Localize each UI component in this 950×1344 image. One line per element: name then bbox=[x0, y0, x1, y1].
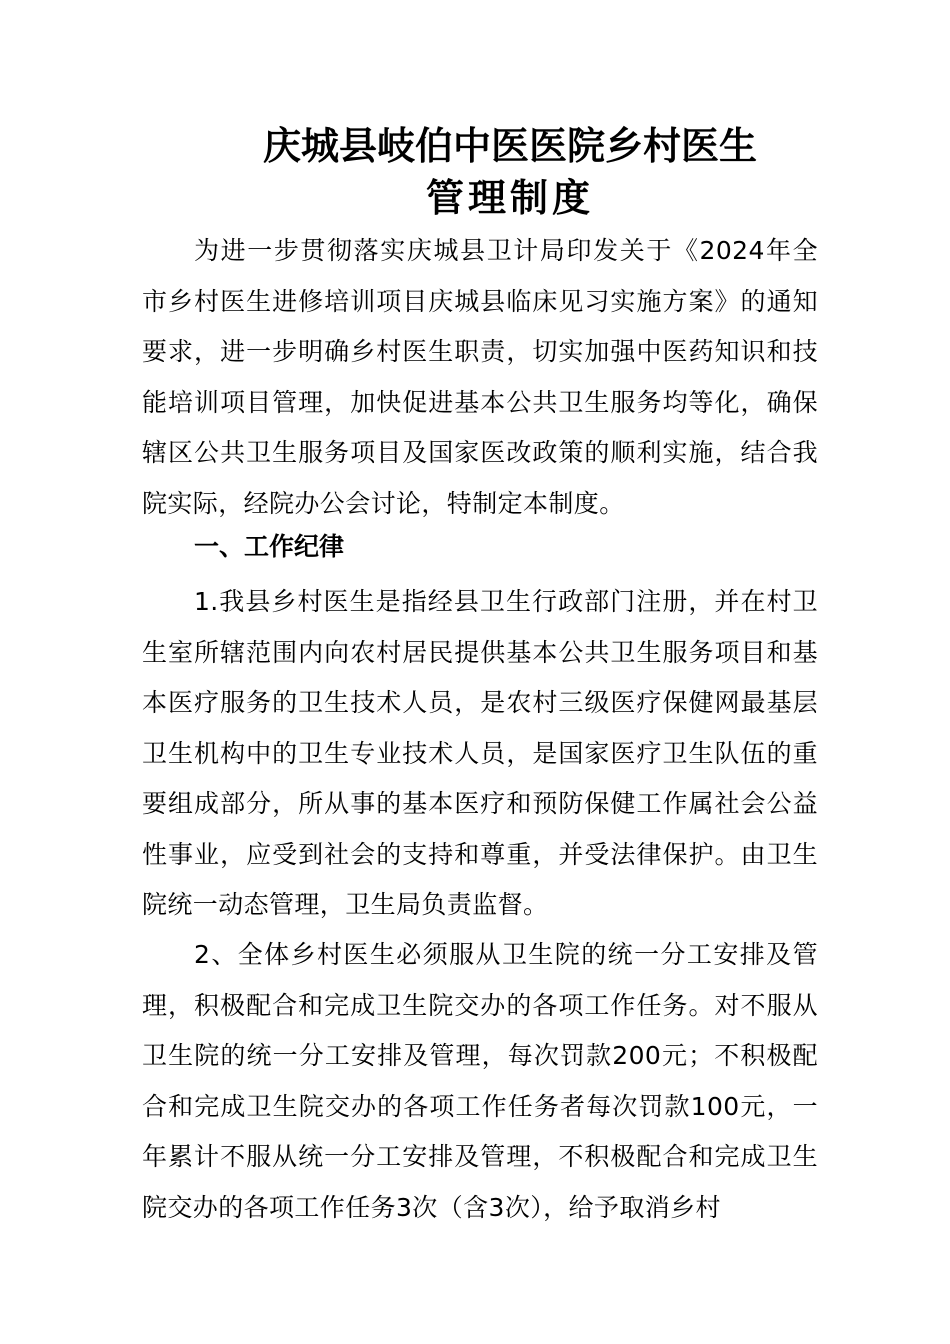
document-title-line2: 管理制度 bbox=[425, 175, 594, 220]
intro-paragraph bbox=[142, 226, 818, 529]
document-title-line1: 庆城县岐伯中医医院乡村医生 bbox=[262, 123, 757, 168]
item-1-paragraph bbox=[142, 577, 818, 931]
section-heading-work-discipline: 一、工作纪律 bbox=[194, 532, 345, 561]
item-2-paragraph bbox=[142, 930, 818, 1233]
item-1-text: 1.我县乡村医生是指经县卫生行政部门注册，并在村卫生室所辖范围内向农村居民提供基本公共卫生服务项目和基本医疗服务的卫生技术人员，是农村三级医疗保健网最基层卫生机构中的卫生专业技术人员，是国家医疗卫生队伍的重要组成部分，所从事的基本医疗和预防保健工作属社会公益性事业，应受到社会的支持和尊重，并受法律保护。由卫生院统一动态管理，卫生局负责监督。 bbox=[142, 587, 818, 919]
item-2-text: 2、全体乡村医生必须服从卫生院的统一分工安排及管理，积极配合和完成卫生院交办的各项工作任务。对不服从卫生院的统一分工安排及管理，每次罚款200元；不积极配合和完成卫生院交办的各项工作任务者每次罚款100元，一年累计不服从统一分工安排及管理，不积极配合和完成卫生院交办的各项工作任务3次（含3次），给予取消乡村 bbox=[142, 940, 818, 1222]
intro-text: 为进一步贯彻落实庆城县卫计局印发关于《2024年全市乡村医生进修培训项目庆城县临床见习实施方案》的通知要求，进一步明确乡村医生职责，切实加强中医药知识和技能培训项目管理，加快促进基本公共卫生服务均等化，确保辖区公共卫生服务项目及国家医改政策的顺利实施，结合我院实际，经院办公会讨论，特制定本制度。 bbox=[142, 236, 818, 518]
